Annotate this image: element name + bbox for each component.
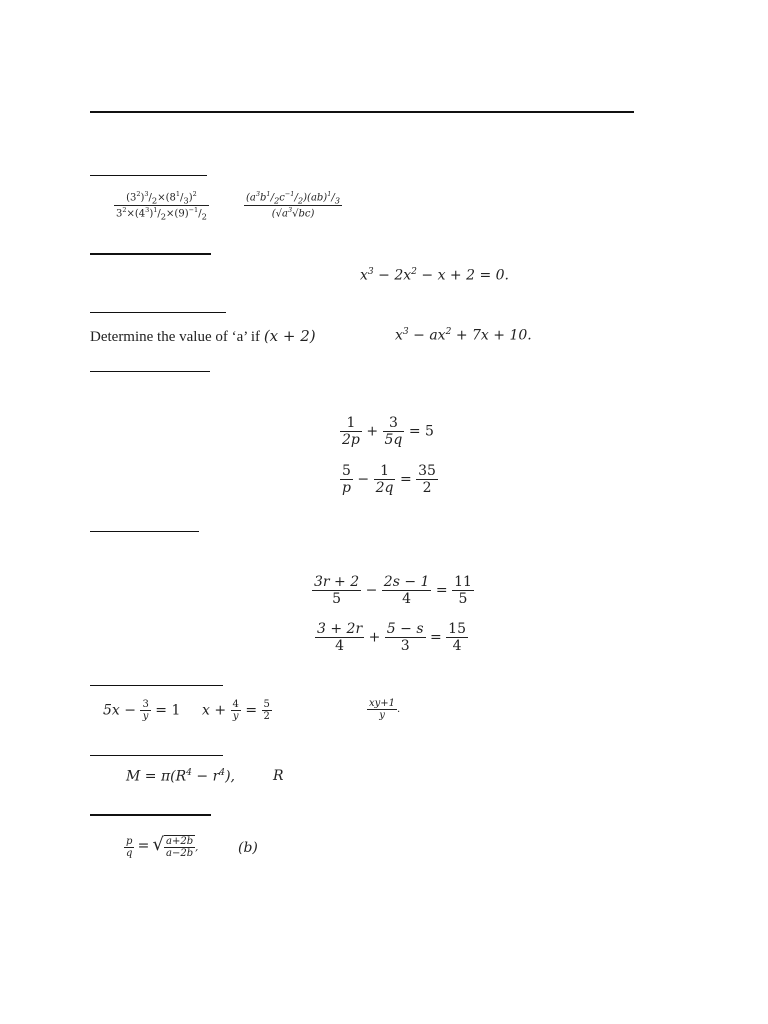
q8-formula: $\frac{p}{q}$ = √ $\frac{a+2b}{a-2b}$ , <box>126 834 199 859</box>
header-rule <box>90 111 634 113</box>
q5-equation-2: $\frac{3 + 2r}{4}$ + $\frac{5 - s}{3}$ = $\frac{15}{4}$ <box>317 621 466 654</box>
q3-text <box>90 327 316 346</box>
q1-expression-b: $\frac{(a^3b^1/_2c^{-1}/_2)(ab)^1/_3}{(√a^3√bc)}$ <box>246 190 341 220</box>
section-rule-2 <box>90 253 211 255</box>
section-rule-8 <box>90 814 211 816</box>
q3-polynomial: $x^3 - ax^2 + 7x + 10$. <box>395 327 532 344</box>
q5-equation-1: $\frac{3r + 2}{5}$ − $\frac{2s - 1}{4}$ = $\frac{11}{5}$ <box>314 574 472 607</box>
section-rule-4 <box>90 371 210 372</box>
q6-equation-2: x + $\frac{4}{y}$ = $\frac{5}{2}$ <box>202 699 270 722</box>
q7-formula: $M = \pi(R^4 - r^4)$, <box>126 768 236 785</box>
q8-part-label: (b) <box>238 840 258 856</box>
section-rule-7 <box>90 755 223 756</box>
q1-expression-a: $\frac{(3^2)^3/_2\times(8^1/_3)^2}{3^2\times(4^3)^1/_2\times(9)^{-1}/_2}$ <box>116 190 207 222</box>
section-rule-5 <box>90 531 199 532</box>
q3-prefix: Determine the value of ‘a’ if <box>90 329 261 345</box>
q7-variable: R <box>273 768 284 784</box>
q3-factor: (x + 2) <box>263 327 316 345</box>
q4-equation-2: $\frac{5}{p}$ − $\frac{1}{2q}$ = $\frac{35}{2}$ <box>342 463 436 496</box>
section-rule-1 <box>90 175 207 176</box>
q6-equation-1: 5x − $\frac{3}{y}$ = 1 <box>103 699 181 722</box>
q4-equation-1: $\frac{1}{2p}$ + $\frac{3}{5q}$ = 5 <box>342 415 434 448</box>
q2-equation: $x^3 - 2x^2 - x + 2 = 0$. <box>360 267 509 284</box>
section-rule-6 <box>90 685 223 686</box>
section-rule-3 <box>90 312 226 313</box>
q6-expression: $\frac{xy+1}{y}$ . <box>369 698 401 721</box>
